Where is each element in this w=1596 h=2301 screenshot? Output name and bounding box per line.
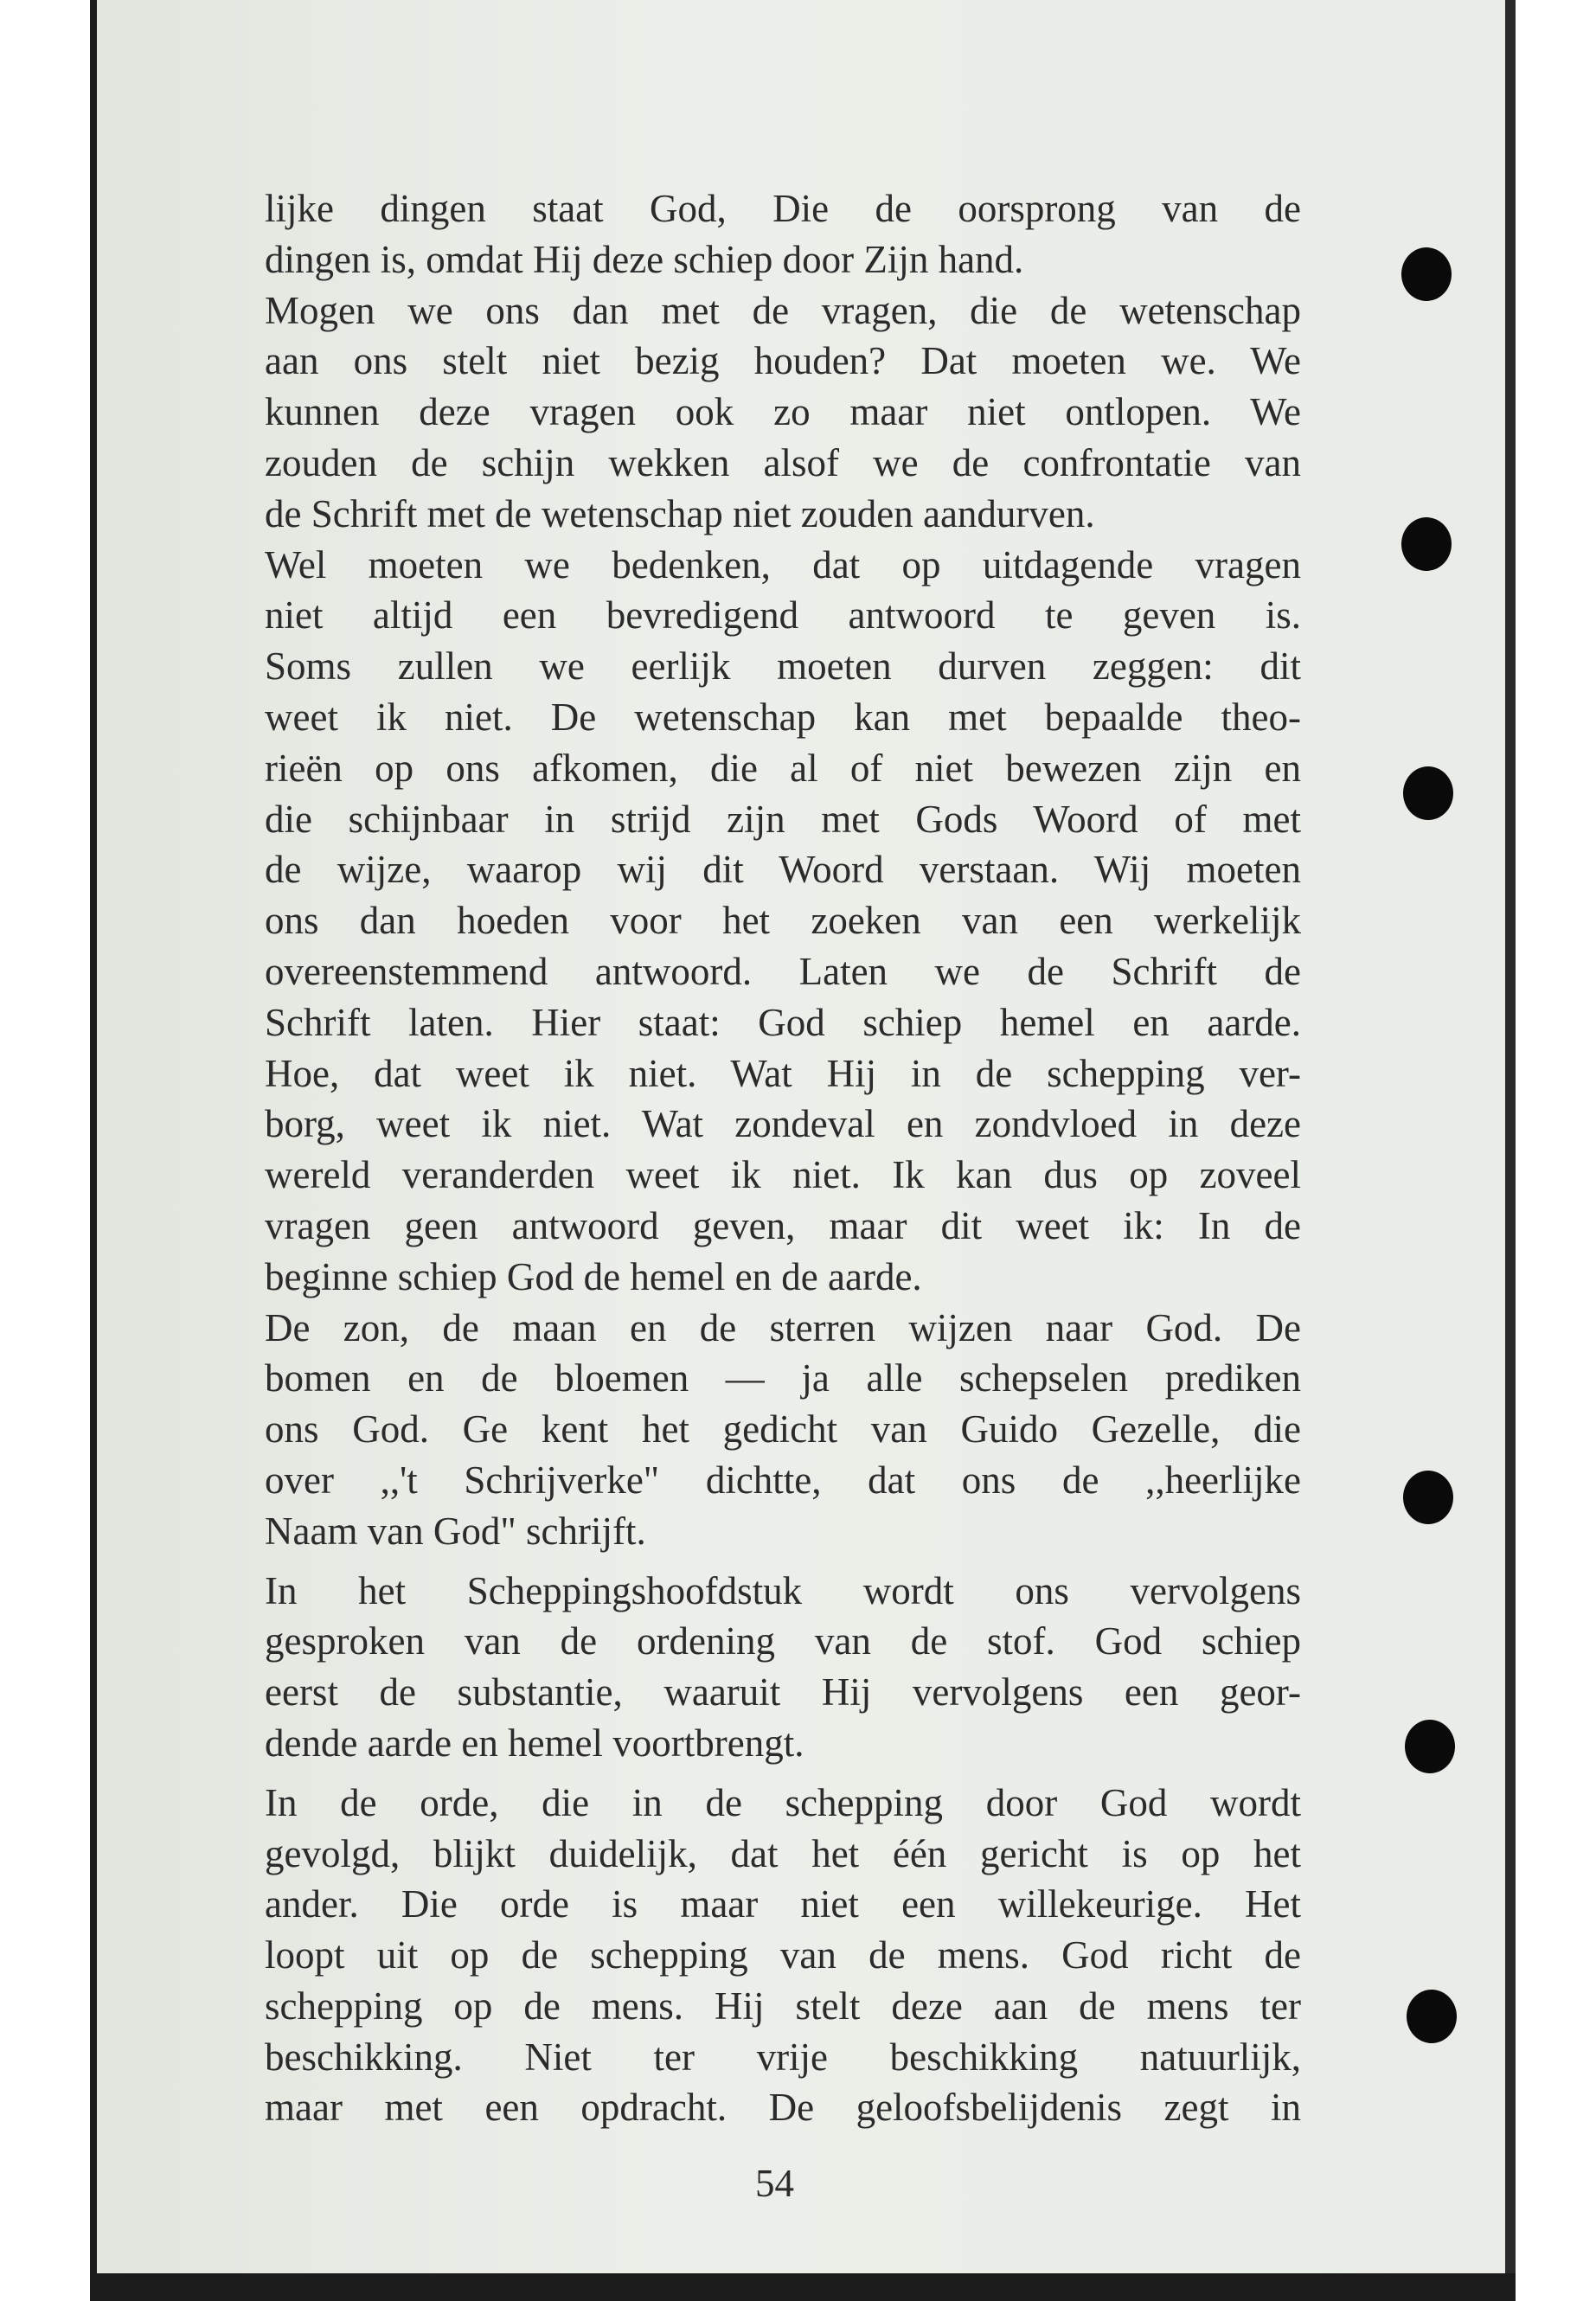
text-line: bomen en de bloemen — ja alle schepselen prediken bbox=[265, 1356, 1301, 1400]
paragraph bbox=[265, 540, 1301, 1303]
text-line: dingen is, omdat Hij deze schiep door Zijn hand. bbox=[265, 237, 1024, 281]
paragraph-gap bbox=[265, 1769, 1301, 1778]
punch-hole bbox=[1405, 1720, 1455, 1773]
text-line: Hoe, dat weet ik niet. Wat Hij in de schepping ver- bbox=[265, 1051, 1301, 1095]
punch-hole bbox=[1407, 1990, 1457, 2043]
body-text bbox=[265, 183, 1301, 2133]
paragraph bbox=[265, 1566, 1301, 1769]
text-line: Mogen we ons dan met de vragen, die de wetenschap bbox=[265, 288, 1301, 332]
text-line: Soms zullen we eerlijk moeten durven zeggen: dit bbox=[265, 644, 1301, 689]
paragraph bbox=[265, 1303, 1301, 1557]
text-line: rieën op ons afkomen, die al of niet bewezen zijn en bbox=[265, 746, 1301, 790]
text-line: schepping op de mens. Hij stelt deze aan de mens ter bbox=[265, 1984, 1301, 2028]
scan-border-bottom bbox=[90, 2273, 1516, 2301]
text-line: de Schrift met de wetenschap niet zouden aandurven. bbox=[265, 491, 1095, 535]
paragraph bbox=[265, 183, 1301, 285]
text-line: ons God. Ge kent het gedicht van Guido Gezelle, die bbox=[265, 1407, 1301, 1452]
text-line: dende aarde en hemel voortbrengt. bbox=[265, 1721, 804, 1765]
paragraph bbox=[265, 285, 1301, 540]
text-line: In de orde, die in de schepping door God wordt bbox=[265, 1780, 1301, 1824]
text-line: niet altijd een bevredigend antwoord te geven is. bbox=[265, 593, 1301, 638]
text-line: gesproken van de ordening van de stof. God schiep bbox=[265, 1619, 1301, 1663]
text-line: vragen geen antwoord geven, maar dit weet ik: In de bbox=[265, 1203, 1301, 1247]
punch-hole bbox=[1401, 247, 1452, 301]
text-line: gevolgd, blijkt duidelijk, dat het één gericht is op het bbox=[265, 1831, 1301, 1875]
text-line: ons dan hoeden voor het zoeken van een werkelijk bbox=[265, 899, 1301, 943]
punch-hole bbox=[1401, 517, 1452, 571]
text-line: Schrift laten. Hier staat: God schiep hemel en aarde. bbox=[265, 1000, 1301, 1044]
paragraph bbox=[265, 1778, 1301, 2134]
text-line: beschikking. Niet ter vrije beschikking natuurlijk, bbox=[265, 2035, 1301, 2079]
text-line: maar met een opdracht. De geloofsbelijdenis zegt in bbox=[265, 2086, 1301, 2130]
text-line: lijke dingen staat God, Die de oorsprong van de bbox=[265, 187, 1301, 230]
text-line: loopt uit op de schepping van de mens. God richt de bbox=[265, 1933, 1301, 1977]
text-line: borg, weet ik niet. Wat zondeval en zondvloed in deze bbox=[265, 1102, 1301, 1146]
text-line: eerst de substantie, waaruit Hij vervolgens een geor- bbox=[265, 1670, 1301, 1715]
scan-border-right bbox=[1505, 0, 1516, 2301]
text-line: weet ik niet. De wetenschap kan met bepaalde theo- bbox=[265, 695, 1301, 739]
text-line: de wijze, waarop wij dit Woord verstaan. Wij moeten bbox=[265, 848, 1301, 892]
text-line: zouden de schijn wekken alsof we de confrontatie van bbox=[265, 440, 1301, 484]
scan-border-left bbox=[90, 0, 97, 2301]
page-number-text: 54 bbox=[755, 2162, 794, 2205]
text-line: aan ons stelt niet bezig houden? Dat moeten we. We bbox=[265, 339, 1301, 383]
text-line: die schijnbaar in strijd zijn met Gods Woord of met bbox=[265, 797, 1301, 841]
text-line: kunnen deze vragen ook zo maar niet ontlopen. We bbox=[265, 390, 1301, 434]
text-line: In het Scheppingshoofdstuk wordt ons vervolgens bbox=[265, 1568, 1301, 1612]
punch-hole bbox=[1403, 766, 1453, 820]
paragraph-gap bbox=[265, 1557, 1301, 1566]
text-line: wereld veranderden weet ik niet. Ik kan dus op zoveel bbox=[265, 1153, 1301, 1197]
text-line: over ,,'t Schrijverke" dichtte, dat ons de ,,heerlijke bbox=[265, 1458, 1301, 1502]
text-line: beginne schiep God de hemel en de aarde. bbox=[265, 1254, 922, 1298]
text-line: Wel moeten we bedenken, dat op uitdagende vragen bbox=[265, 542, 1301, 586]
punch-hole bbox=[1403, 1471, 1453, 1524]
text-line: Naam van God" schrijft. bbox=[265, 1509, 646, 1553]
text-line: ander. Die orde is maar niet een willekeurige. Het bbox=[265, 1882, 1301, 1926]
text-line: De zon, de maan en de sterren wijzen naar God. De bbox=[265, 1305, 1301, 1349]
text-line: overeenstemmend antwoord. Laten we de Schrift de bbox=[265, 949, 1301, 993]
